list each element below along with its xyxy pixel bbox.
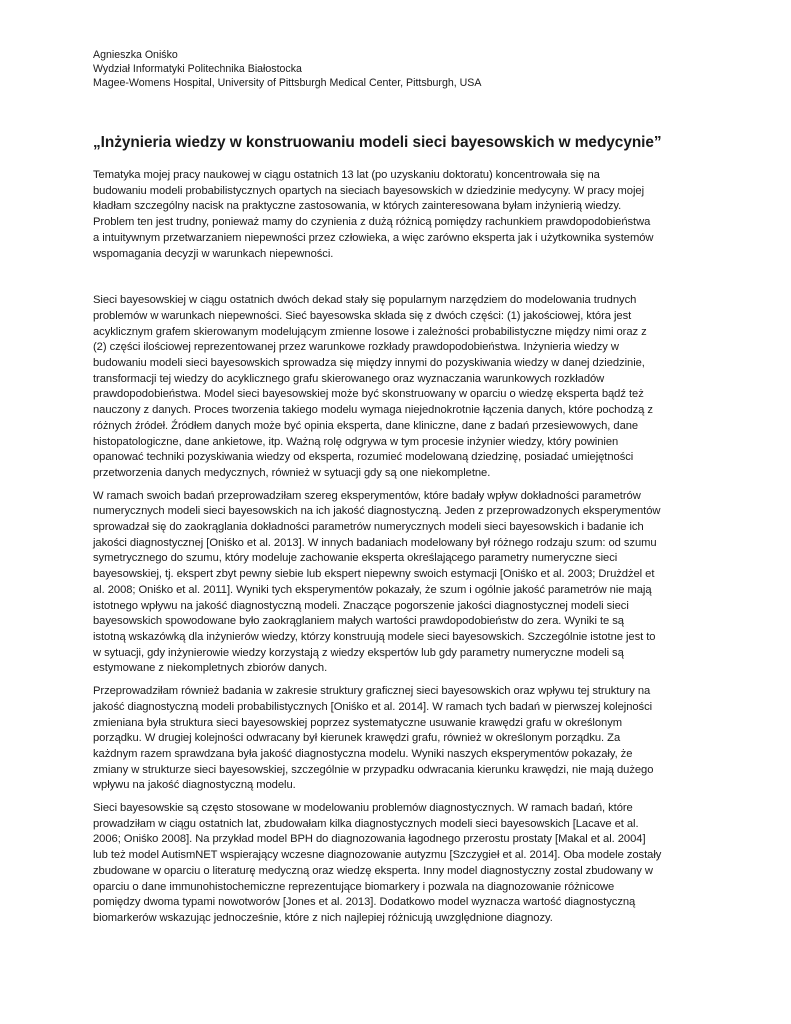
text-line: bayesowskich spowodowane było zaokrąglaniem małych wartości prawdopodobieństw do zera. Wyniki te są bbox=[93, 615, 624, 628]
text-line: bayesowskiej, tj. ekspert zbyt pewny siebie lub ekspert niepewny swoich estymacji [Oniśko et al. 2003; Drużdżel et bbox=[93, 568, 655, 581]
text-line: problemów w warunkach niepewności. Sieć bayesowska składa się z dwóch części: (1) jakościowej, która jest bbox=[93, 309, 632, 322]
text-line: lub też model AutismNET wspierający wczesne diagnozowanie autyzmu [Szczygieł et al. 2014]. Oba modele zostały bbox=[93, 849, 662, 862]
text-line: nauczony z danych. Proces tworzenia takiego modelu wymaga niejednokrotnie łączenia danych, które pochodzą z bbox=[93, 404, 653, 417]
text-line: wpływu na jakość diagnostyczną modelu. bbox=[93, 779, 296, 792]
affiliation-line: Wydział Informatyki Politechnika Białostocka bbox=[93, 63, 302, 75]
text-line: przetworzenia danych medycznych, również w sytuacji gdy są one niekompletne. bbox=[93, 466, 491, 479]
text-line: zmiany w strukturze sieci bayesowskiej, szczególnie w przypadku odwracania kierunku krawędzi, nie mają dużego bbox=[93, 763, 654, 776]
body-paragraph bbox=[93, 489, 705, 677]
text-line: istotną wskazówką dla inżynierów wiedzy, którzy konstruują modele sieci bayesowskich. Szczególnie istotne jest to bbox=[93, 630, 656, 643]
author-header bbox=[93, 48, 705, 90]
text-line: symetrycznego do szumu, który modeluje zachowanie eksperta określającego parametry numeryczne sieci bbox=[93, 552, 618, 565]
text-line: prowadziłam w ciągu ostatnich lat, zbudowałam kilka diagnostycznych modeli sieci bayesowskich [Lacave et al. bbox=[93, 817, 639, 830]
text-line: pomiędzy dwoma typami nowotworów [Jones et al. 2013]. Dodatkowo model wyznacza wartość diagnostyczną bbox=[93, 896, 636, 909]
text-line: W ramach swoich badań przeprowadziłam szereg eksperymentów, które badały wpływ dokładności parametrów bbox=[93, 489, 641, 502]
text-line: Problem ten jest trudny, ponieważ mamy do czynienia z dużą różnicą pomiędzy rachunkiem prawdopodobieństwa bbox=[93, 216, 651, 229]
text-line: a intuitywnym przetwarzaniem niepewności przez człowieka, a więc zarówno eksperta jak i użytkownika systemów bbox=[93, 231, 654, 244]
text-line: biomarkerów wskazując jednocześnie, które z nich najlepiej różnicują uwzględnione diagnozy. bbox=[93, 911, 553, 924]
text-line: budowaniu modeli sieci bayesowskich sprowadza się między innymi do pozyskiwania wiedzy w danej dziedzinie, bbox=[93, 357, 645, 370]
document-title: „Inżynieria wiedzy w konstruowaniu modeli sieci bayesowskich w medycynie” bbox=[93, 134, 662, 151]
text-line: Tematyka mojej pracy naukowej w ciągu ostatnich 13 lat (po uzyskaniu doktoratu) koncentrowała się na bbox=[93, 169, 600, 181]
text-line: al. 2008; Oniśko et al. 2011]. Wyniki tych eksperymentów pokazały, że szum i ogólnie jakość parametrów nie mają bbox=[93, 583, 652, 596]
text-line: Sieci bayesowskie są często stosowane w modelowaniu problemów diagnostycznych. W ramach badań, które bbox=[93, 802, 633, 815]
text-line: acyklicznym grafem skierowanym modelującym zmienne losowe i zależności probabilistyczne między nimi oraz z bbox=[93, 325, 647, 338]
text-line: Przeprowadziłam również badania w zakresie struktury graficznej sieci bayesowskich oraz wpływu tej struktury na bbox=[93, 685, 651, 698]
text-line: zmieniana była struktura sieci bayesowskiej poprzez systematyczne usuwanie krawędzi grafu w określonym bbox=[93, 716, 623, 729]
intro-paragraph bbox=[93, 168, 705, 262]
text-line: transformacji tej wiedzy do acyklicznego grafu skierowanego oraz wyznaczania warunkowych rozkładów bbox=[93, 372, 605, 385]
text-line: estymowane z niekompletnych zbiorów danych. bbox=[93, 662, 328, 675]
text-line: różnych źródeł. Źródłem danych może być opinia eksperta, dane kliniczne, dane z badań przesiewowych, dane bbox=[93, 419, 639, 432]
text-line: każdnym razem sprawdzana była jakość diagnostyczna modelu. Wyniki naszych eksperymentów pokazały, że bbox=[93, 747, 633, 760]
text-line: porządku. W drugiej kolejności odwracany był kierunek krawędzi grafu, również w określonym porządku. Za bbox=[93, 732, 621, 745]
text-line: oparciu o dane immunohistochemiczne reprezentujące biomarkery i pozwala na diagnozowanie różnicowe bbox=[93, 880, 615, 893]
text-line: kładłam szczególny nacisk na praktyczne zastosowania, w których zainteresowana byłam inżynierią wiedzy. bbox=[93, 200, 622, 213]
text-line: budowaniu modeli probabilistycznych opartych na sieciach bayesowskich w dziedzinie medycyny. W pracy mojej bbox=[93, 184, 645, 197]
text-line: (2) części ilościowej reprezentowanej przez warunkowe rozkłady prawdopodobieństwa. Inżynieria wiedzy w bbox=[93, 341, 619, 354]
text-line: Sieci bayesowskiej w ciągu ostatnich dwóch dekad stały się popularnym narzędziem do modelowania trudnych bbox=[93, 294, 637, 307]
text-line: jakość diagnostyczną modeli probabilistycznych [Oniśko et al. 2014]. W ramach tych badań w pierwszej kolejności bbox=[93, 700, 653, 713]
body-paragraph bbox=[93, 293, 705, 481]
text-line: jakości diagnostycznej [Oniśko et al. 2013]. W innych badaniach modelowany był różnego rodzaju szum: od szumu bbox=[93, 536, 657, 549]
text-line: wspomagania decyzji w warunkach niepewności. bbox=[93, 247, 334, 260]
text-line: numerycznych modeli sieci bayesowskich na ich jakość diagnostyczną. Jeden z przeprowadzonych eksperymentów bbox=[93, 505, 661, 518]
text-line: istotnego wpływu na jakość diagnostyczną modeli. Znaczące pogorszenie jakości diagnostycznej modeli sieci bbox=[93, 599, 629, 612]
text-line: sprowadzał się do zaokrąglania dokładności parametrów numerycznych modeli sieci bayesowskich i badanie ich bbox=[93, 521, 644, 534]
text-line: prawdopodobieństwa. Model sieci bayesowskiej może być skonstruowany w oparciu o wiedzę eksperta bądź też bbox=[93, 388, 644, 401]
text-line: zbudowane w oparciu o literaturę medyczną oraz wiedzę eksperta. Inny model diagnostyczny zostal zbudowany w bbox=[93, 864, 653, 877]
body-paragraph bbox=[93, 684, 705, 794]
text-line: 2006; Oniśko 2008]. Na przykład model BPH do diagnozowania łagodnego przerostu prostaty [Makal et al. 2004] bbox=[93, 833, 646, 846]
document-page bbox=[93, 48, 705, 927]
text-line: histopatologiczne, dane ankietowe, itp. Ważną rolę odgrywa w tym procesie inżynier wiedzy, który powinien bbox=[93, 435, 619, 448]
body-paragraph bbox=[93, 801, 705, 927]
author-name: Agnieszka Oniśko bbox=[93, 49, 178, 61]
affiliation-line: Magee-Womens Hospital, University of Pittsburgh Medical Center, Pittsburgh, USA bbox=[93, 77, 482, 89]
text-line: w sytuacji, gdy inżynierowie wiedzy korzystają z wiedzy ekspertów lub gdy parametry numeryczne modeli są bbox=[93, 646, 624, 659]
text-line: opanować techniki pozyskiwania wiedzy od eksperta, rozumieć modelowaną dziedzinę, posiadać umiejętności bbox=[93, 451, 634, 464]
